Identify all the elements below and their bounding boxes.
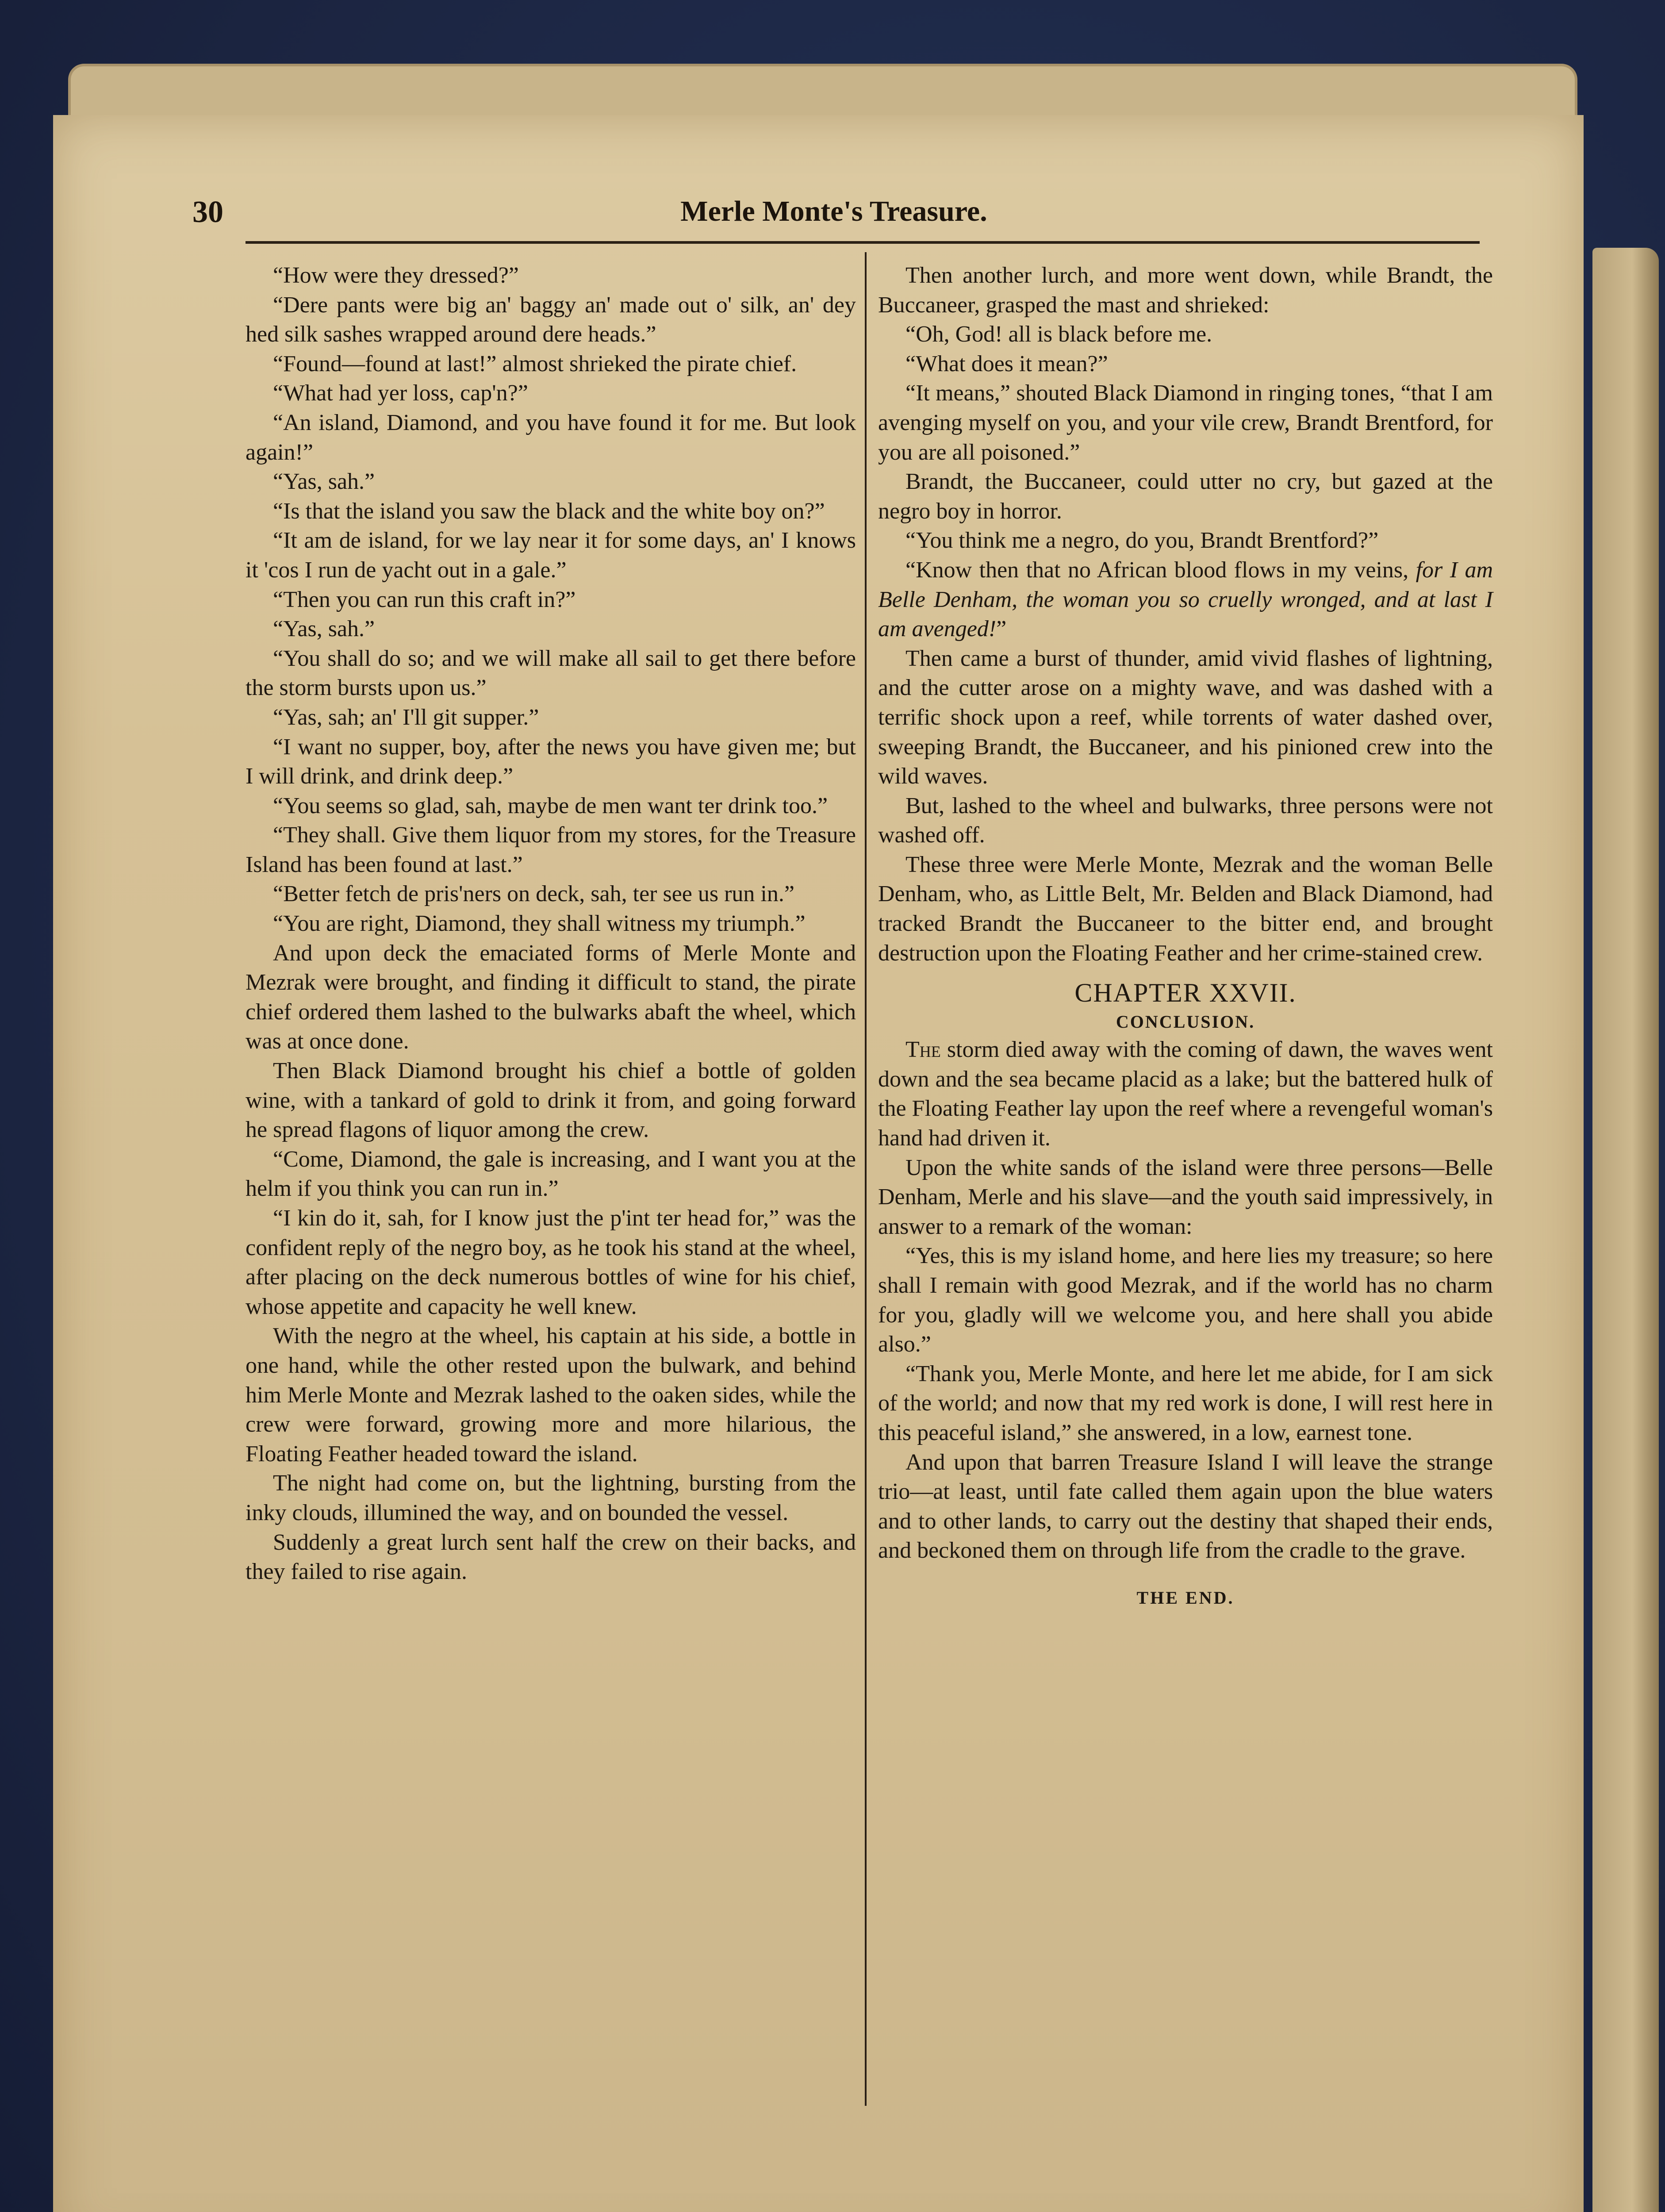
paragraph: Suddenly a great lurch sent half the crew on their backs, and they failed to rise again. — [246, 1529, 856, 1585]
chapter-opening-text: storm died away with the coming of dawn, the waves went down and the sea became placid as a lake; but the battered hulk of the Floating Feather lay upon the reef where a revengeful woman's hand had driven it. — [878, 1037, 1493, 1151]
paragraph: “Thank you, Merle Monte, and here let me abide, for I am sick of the world; and now that my red work is done, I will rest here in this peaceful island,” she answered, in a low, earnest tone. — [878, 1361, 1493, 1445]
paragraph: “Yas, sah; an' I'll git supper.” — [273, 704, 539, 730]
drop-lead-word: The — [905, 1037, 941, 1063]
paragraph: And upon deck the emaciated forms of Merle Monte and Mezrak were brought, and finding it difficult to stand, the pirate chief ordered them lashed to the bulwarks abaft the wheel, which was at once done. — [246, 940, 856, 1054]
revelation-end: ” — [996, 616, 1007, 642]
paragraph: “How were they dressed?” — [273, 263, 519, 288]
paragraph: “An island, Diamond, and you have found it for me. But look again!” — [246, 410, 856, 465]
the-end: THE END. — [1136, 1587, 1235, 1608]
paragraph: “What had yer loss, cap'n?” — [273, 380, 528, 406]
revelation-italic: for I am Belle Denham, the woman you so cruelly wronged, and at last I am avenged! — [878, 557, 1493, 642]
page-header — [192, 190, 1475, 239]
paragraph: These three were Merle Monte, Mezrak and the woman Belle Denham, who, as Little Belt, Mr. Belden and Black Diamond, had tracked Brandt the Buccaneer to the bitter end, and brought destruction upon the Floating Feather and her crime-stained crew. — [878, 852, 1493, 966]
paragraph: “Yas, sah.” — [273, 469, 375, 495]
chapter-paragraphs — [878, 1153, 1493, 1566]
paragraph: But, lashed to the wheel and bulwarks, three persons were not washed off. — [878, 793, 1493, 848]
paragraph: “They shall. Give them liquor from my stores, for the Treasure Island has been found at last.” — [246, 822, 856, 877]
paragraph: “Come, Diamond, the gale is increasing, and I want you at the helm if you think you can run in.” — [246, 1146, 856, 1202]
paragraph: And upon that barren Treasure Island I will leave the strange trio—at least, until fate called them again upon the blue waters and to other lands, to carry out the destiny that shaped their ends, and beckoned them on through life from the cradle to the grave. — [878, 1449, 1493, 1563]
revelation-start: “Know then that no African blood flows in my veins, — [905, 557, 1416, 583]
right-column — [878, 261, 1493, 1613]
left-column — [246, 261, 856, 1587]
column-divider — [865, 252, 867, 2106]
running-title: Merle Monte's Treasure. — [680, 195, 987, 227]
paragraph: “It means,” shouted Black Diamond in ringing tones, “that I am avenging myself on you, and your vile crew, Brandt Brentford, for you are all poisoned.” — [878, 380, 1493, 465]
paragraph: “You seems so glad, sah, maybe de men want ter drink too.” — [273, 793, 828, 818]
paragraph: “Yas, sah.” — [273, 616, 375, 642]
paragraph: The night had come on, but the lightning, bursting from the inky clouds, illumined the way, and on bounded the vessel. — [246, 1471, 856, 1525]
paragraph: Then Black Diamond brought his chief a bottle of golden wine, with a tankard of gold to drink it from, and going forward he spread flagons of liquor among the crew. — [246, 1058, 856, 1143]
paragraph: “Found—found at last!” almost shrieked the pirate chief. — [273, 351, 797, 376]
header-rule — [246, 241, 1480, 244]
paragraph: “Yes, this is my island home, and here lies my treasure; so here shall I remain with good Mezrak, and if the world has no charm for you, gladly will we welcome you, and here shall you abide also.” — [878, 1243, 1493, 1357]
paragraph: “What does it mean?” — [905, 351, 1108, 376]
chapter-subtitle: CONCLUSION. — [1116, 1012, 1255, 1032]
paragraph-revelation — [878, 556, 1493, 644]
next-page-edge — [1592, 248, 1659, 2212]
paragraph: “I want no supper, boy, after the news you have given me; but I will drink, and drink deep.” — [246, 734, 856, 789]
paragraph: “Then you can run this craft in?” — [273, 587, 576, 612]
paragraph: With the negro at the wheel, his captain at his side, a bottle in one hand, while the other rested upon the bulwark, and behind him Merle Monte and Mezrak lashed to the oaken sides, while the crew were forward, growing more and more hilarious, the Floating Feather headed toward the island. — [246, 1323, 856, 1467]
right-paragraphs-after — [878, 644, 1493, 968]
paragraph: “You shall do so; and we will make all sail to get there before the storm bursts upon us.” — [246, 645, 856, 701]
paragraph: “Oh, God! all is black before me. — [905, 322, 1212, 347]
chapter-heading: CHAPTER XXVII. — [1074, 978, 1297, 1008]
paragraph-chapter-opening — [878, 1035, 1493, 1153]
paragraph: “Better fetch de pris'ners on deck, sah, ter see us run in.” — [273, 881, 794, 907]
paragraph: Brandt, the Buccaneer, could utter no cry, but gazed at the negro boy in horror. — [878, 469, 1493, 524]
paragraph: “Dere pants were big an' baggy an' made out o' silk, an' dey hed silk sashes wrapped around dere heads.” — [246, 292, 856, 347]
paragraph: Then came a burst of thunder, amid vivid flashes of lightning, and the cutter arose on a mighty wave, and was dashed with a terrific shock upon a reef, while torrents of water dashed over, sweeping Brandt, the Buccaneer, and his pinioned crew into the wild waves. — [878, 645, 1493, 789]
paragraph: “You are right, Diamond, they shall witness my triumph.” — [273, 911, 806, 937]
paragraph: “It am de island, for we lay near it for some days, an' I knows it 'cos I run de yacht out in a gale.” — [246, 528, 856, 583]
paragraph: “I kin do it, sah, for I know just the p'int ter head for,” was the confident reply of the negro boy, as he took his stand at the wheel, after placing on the deck numerous bottles of wine for his chief, whose appetite and capacity he well knew. — [246, 1206, 856, 1319]
page-number: 30 — [192, 195, 223, 229]
paragraph: “Is that the island you saw the black and the white boy on?” — [273, 498, 825, 524]
right-paragraphs-before — [878, 261, 1493, 556]
paragraph: “You think me a negro, do you, Brandt Brentford?” — [905, 528, 1379, 553]
paragraph: Then another lurch, and more went down, while Brandt, the Buccaneer, grasped the mast and shrieked: — [878, 263, 1493, 318]
paragraph: Upon the white sands of the island were three persons—Belle Denham, Merle and his slave—and the youth said impressively, in answer to a remark of the woman: — [878, 1155, 1493, 1239]
